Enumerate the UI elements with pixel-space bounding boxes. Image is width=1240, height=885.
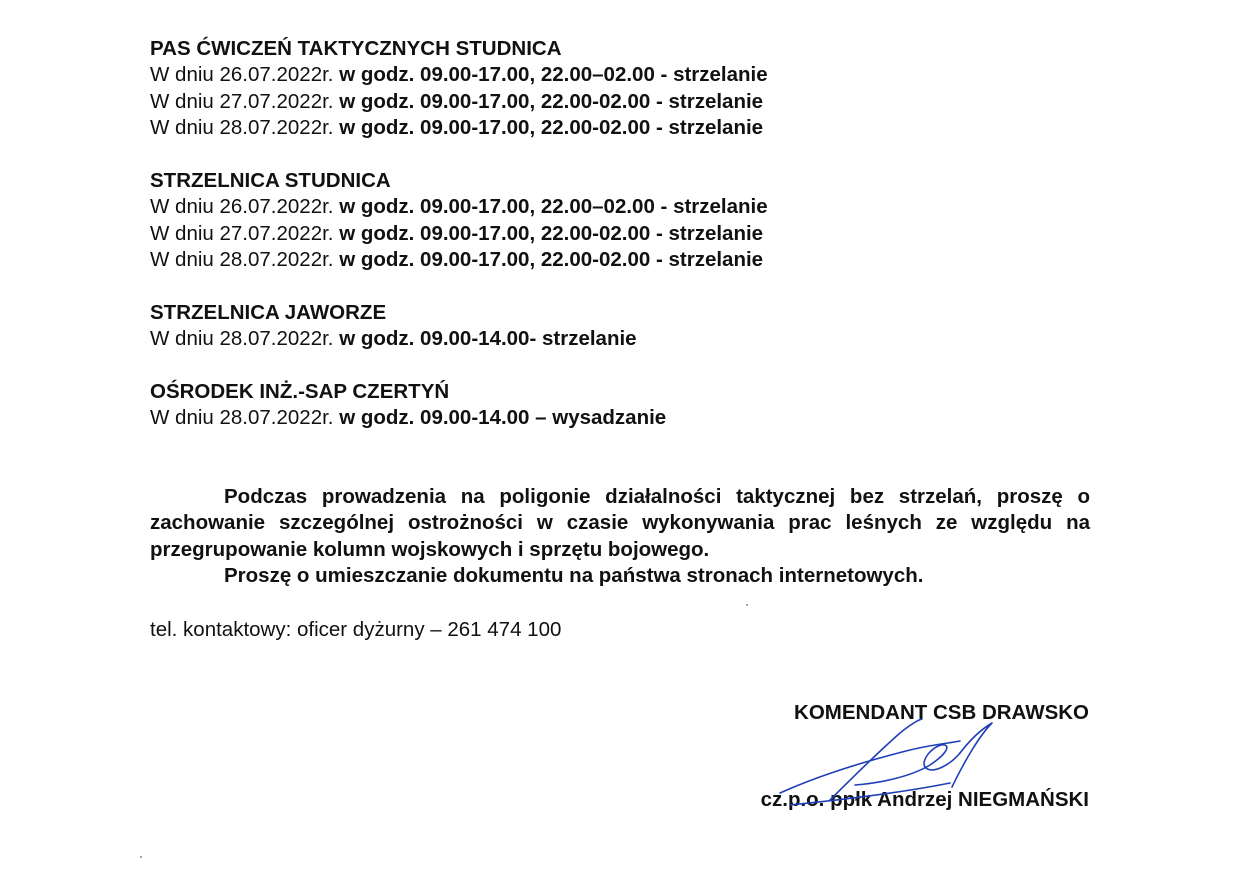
- hours-text: w godz. 09.00-17.00, 22.00–02.00 - strzelanie: [339, 63, 768, 87]
- section-heading: STRZELNICA STUDNICA: [150, 169, 391, 192]
- schedule-line: [150, 89, 768, 115]
- handwritten-signature: [760, 705, 1010, 815]
- contact-phone: tel. kontaktowy: oficer dyżurny – 261 474 100: [150, 618, 562, 641]
- notice-paragraph: Podczas prowadzenia na poligonie działalności taktycznej bez strzelań, proszę o zachowanie szczególnej ostrożności w czasie wykonywania prac leśnych ze względu na przegrupowanie kolumn wojskowych i sprzętu bojowego.: [150, 485, 1090, 561]
- schedule-line: [150, 405, 666, 431]
- schedule-line: [150, 62, 768, 88]
- schedule-section-strzelnica-studnica: [150, 168, 768, 274]
- schedule-section-strzelnica-jaworze: [150, 300, 637, 353]
- hours-text: w godz. 09.00-17.00, 22.00–02.00 - strzelanie: [339, 195, 768, 219]
- scan-speck: [140, 856, 142, 858]
- schedule-line: [150, 247, 768, 273]
- hours-text: w godz. 09.00-14.00- strzelanie: [339, 327, 637, 351]
- date-text: W dniu 28.07.2022r.: [150, 248, 340, 272]
- schedule-section-osrodek-czertyn: [150, 379, 666, 432]
- section-heading: PAS ĆWICZEŃ TAKTYCZNYCH STUDNICA: [150, 37, 562, 60]
- scan-speck: [746, 604, 748, 606]
- hours-text: w godz. 09.00-17.00, 22.00-02.00 - strzelanie: [339, 248, 764, 272]
- schedule-line: [150, 115, 768, 141]
- section-heading: OŚRODEK INŻ.-SAP CZERTYŃ: [150, 380, 450, 403]
- schedule-section-pas-cwiczen: [150, 36, 768, 142]
- date-text: W dniu 28.07.2022r.: [150, 406, 340, 430]
- signatory-title: KOMENDANT CSB DRAWSKO: [794, 701, 1089, 724]
- date-text: W dniu 27.07.2022r.: [150, 221, 340, 245]
- hours-text: w godz. 09.00-17.00, 22.00-02.00 - strzelanie: [339, 89, 764, 113]
- schedule-line: [150, 194, 768, 220]
- schedule-line: [150, 326, 637, 352]
- date-text: W dniu 26.07.2022r.: [150, 63, 340, 87]
- signatory-name: cz.p.o. ppłk Andrzej NIEGMAŃSKI: [760, 788, 1089, 811]
- hours-text: w godz. 09.00-17.00, 22.00-02.00 - strzelanie: [339, 116, 764, 140]
- section-heading: STRZELNICA JAWORZE: [150, 301, 387, 324]
- schedule-line: [150, 221, 768, 247]
- date-text: W dniu 27.07.2022r.: [150, 89, 340, 113]
- date-text: W dniu 28.07.2022r.: [150, 327, 340, 351]
- date-text: W dniu 28.07.2022r.: [150, 116, 340, 140]
- date-text: W dniu 26.07.2022r.: [150, 195, 340, 219]
- request-paragraph: Proszę o umieszczanie dokumentu na państwa stronach internetowych.: [224, 564, 924, 587]
- hours-text: w godz. 09.00-14.00 – wysadzanie: [339, 406, 667, 430]
- hours-text: w godz. 09.00-17.00, 22.00-02.00 - strzelanie: [339, 221, 764, 245]
